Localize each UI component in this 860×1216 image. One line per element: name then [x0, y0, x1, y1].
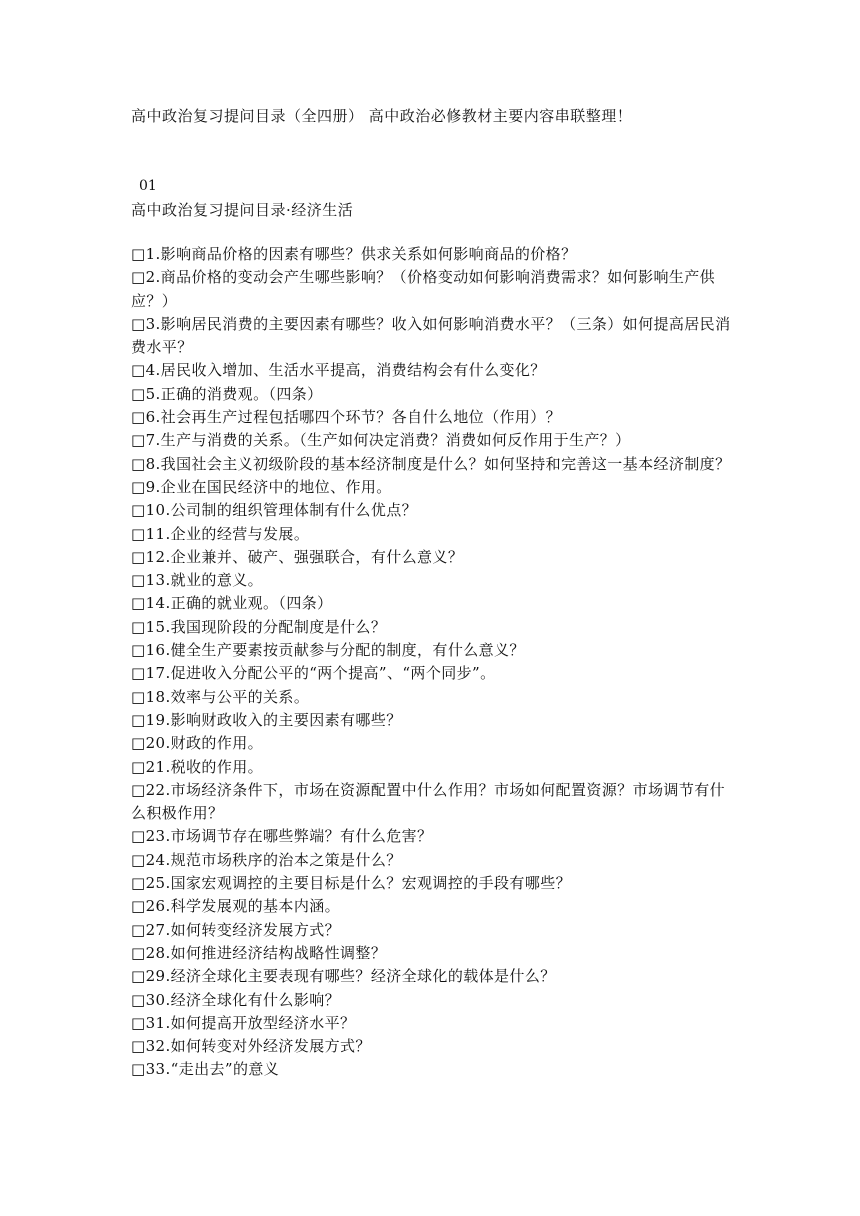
question-item: □5.正确的消费观。（四条）	[131, 384, 323, 403]
question-item: □17.促进收入分配公平的“两个提高”、“两个同步”。	[131, 664, 496, 683]
question-item: □2.商品价格的变动会产生哪些影响？（价格变动如何影响消费需求？如何影响生产供应？）	[131, 268, 716, 310]
question-item: □25.国家宏观调控的主要目标是什么？宏观调控的手段有哪些？	[131, 874, 572, 893]
section-heading: 高中政治复习提问目录·经济生活	[131, 201, 354, 219]
question-item: □23.市场调节存在哪些弊端？有什么危害？	[131, 827, 433, 846]
question-item: □30.经济全球化有什么影响？	[131, 990, 341, 1009]
question-item: □15.我国现阶段的分配制度是什么？	[131, 617, 387, 636]
question-item: □28.如何推进经济结构战略性调整？	[131, 943, 387, 962]
question-item: □20.财政的作用。	[131, 734, 264, 753]
question-item: □26.科学发展观的基本内涵。	[131, 897, 341, 916]
question-item: □1.影响商品价格的因素有哪些？供求关系如何影响商品的价格？	[131, 245, 577, 263]
question-item: □16.健全生产要素按贡献参与分配的制度，有什么意义？	[131, 641, 525, 660]
section-number: 01	[139, 178, 157, 194]
question-item: □7.生产与消费的关系。（生产如何决定消费？消费如何反作用于生产？）	[131, 431, 631, 450]
question-item: □6.社会再生产过程包括哪四个环节？各自什么地位（作用）？	[131, 408, 562, 427]
question-list	[131, 243, 731, 1082]
question-item: □4.居民收入增加、生活水平提高，消费结构会有什么变化？	[131, 361, 546, 380]
question-item: □18.效率与公平的关系。	[131, 687, 310, 706]
document-title: 高中政治复习提问目录（全四册） 高中政治必修教材主要内容串联整理！	[131, 107, 633, 125]
question-item: □12.企业兼并、破产、强强联合，有什么意义？	[131, 547, 464, 566]
question-item: □3.影响居民消费的主要因素有哪些？收入如何影响消费水平？（三条）如何提高居民消费水平？	[131, 314, 731, 357]
document-page	[131, 104, 731, 1082]
question-item: □24.规范市场秩序的治本之策是什么？	[131, 850, 402, 869]
question-item: □29.经济全球化主要表现有哪些？经济全球化的载体是什么？	[131, 967, 556, 986]
question-item: □21.税收的作用。	[131, 757, 264, 776]
question-item: □14.正确的就业观。（四条）	[131, 594, 333, 613]
question-item: □8.我国社会主义初级阶段的基本经济制度是什么？如何坚持和完善这一基本经济制度？	[131, 454, 731, 473]
question-item: □27.如何转变经济发展方式？	[131, 920, 341, 939]
question-item: □9.企业在国民经济中的地位、作用。	[131, 477, 392, 496]
question-item: □22.市场经济条件下，市场在资源配置中什么作用？市场如何配置资源？市场调节有什么积极作用？	[131, 780, 726, 823]
question-item: □32.如何转变对外经济发展方式？	[131, 1037, 371, 1056]
question-item: □19.影响财政收入的主要因素有哪些？	[131, 710, 402, 729]
question-item: □13.就业的意义。	[131, 571, 264, 590]
question-item: □33.“走出去”的意义	[131, 1060, 280, 1079]
question-item: □31.如何提高开放型经济水平？	[131, 1013, 356, 1032]
question-item: □10.公司制的组织管理体制有什么优点？	[131, 501, 418, 520]
question-item: □11.企业的经营与发展。	[131, 524, 310, 543]
